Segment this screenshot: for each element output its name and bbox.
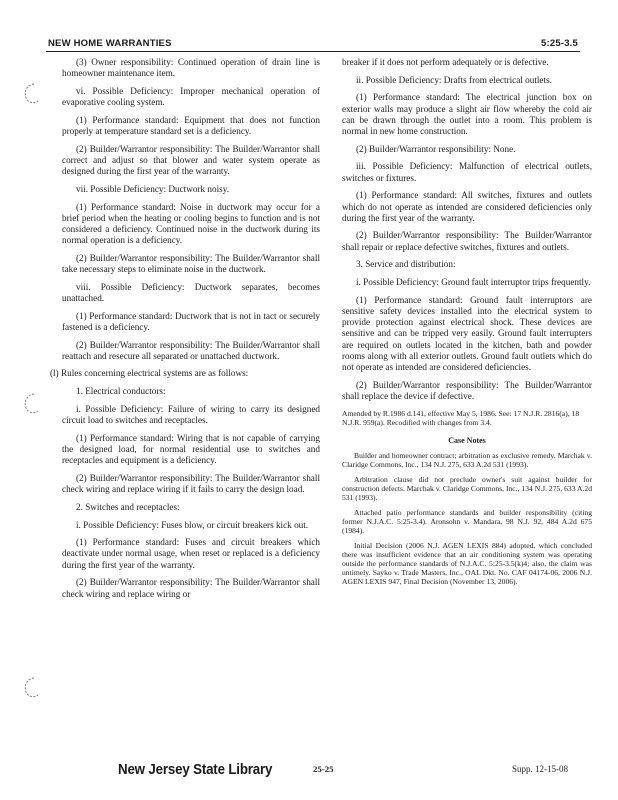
library-watermark: New Jersey State Library bbox=[118, 762, 273, 778]
case-note: Arbitration clause did not preclude owner's suit against builder for construction defects. Marchak v. Claridge Commons, Inc., 134 N.J. 275, 633 A.2d 531 (1993). bbox=[342, 474, 592, 502]
paragraph: (2) Builder/Warrantor responsibility: The Builder/Warrantor shall replace the device if defective. bbox=[342, 379, 592, 401]
paragraph: (2) Builder/Warrantor responsibility: None. bbox=[356, 143, 516, 154]
page-number: 25-25 bbox=[313, 764, 334, 774]
paragraph: (2) Builder/Warrantor responsibility: The Builder/Warrantor shall correct and adjust so that blower and water system operate as designed during the first year of the warranty. bbox=[62, 143, 320, 177]
paragraph: (1) Performance standard: Fuses and circuit breakers which deactivate under normal usage, when reset or replaced is a deficiency during the first year of the warranty. bbox=[62, 537, 320, 570]
paragraph: (1) Performance standard: Noise in ductwork may occur for a brief period when the heating or cooling begins to function and is not considered a deficiency. Continued noise in the ductwork during its normal operation is a deficiency. bbox=[62, 201, 320, 246]
punch-hole-icon bbox=[22, 82, 42, 106]
case-note: Initial Decision (2006 N.J. AGEN LEXIS 884) adopted, which concluded there was insufficient evidence that an air conditioning system was operating outside the performance standards of N.J.A.C. 5:25-3.5(k)4; also, the claim was untimely. Sayko v. Trade Masters, Inc., OAL Dkt. No. CAF 04174-06, 2006 N.J. AGEN LEXIS 947, Final Decision (November 13, 2006). bbox=[342, 540, 592, 586]
case-note: Attached patio performance standards and builder responsibility (citing former N.J.A.C. 5:25-3.4). Aronsohn v. Mandara, 98 N.J. 92, 484 A.2d 675 (1984). bbox=[342, 507, 592, 535]
paragraph: (1) Performance standard: Ground fault interruptors are sensitive safety devices installed into the electrical system to provide protection against electrical shock. These devices are sensitive and can be tripped very easily. Ground fault interrupters are required on outlets located in the kitchen, bath and powder rooms along with all exterior outlets. Ground fault outlets which do not operate as intended are considered deficiencies. bbox=[342, 294, 592, 372]
paragraph: (1) Performance standard: The electrical junction box on exterior walls may produce a slight air flow whereby the cold air can be drawn through the outlet into a room. This problem is normal in new home construction. bbox=[342, 92, 592, 137]
paragraph: vii. Possible Deficiency: Ductwork noisy. bbox=[76, 183, 230, 194]
paragraph: viii. Possible Deficiency: Ductwork separates, becomes unattached. bbox=[62, 281, 320, 303]
paragraph: (1) Performance standard: All switches, fixtures and outlets which do not operate as intended are considered deficiencies only during the first year of the warranty. bbox=[342, 190, 592, 223]
paragraph: ii. Possible Deficiency: Drafts from electrical outlets. bbox=[356, 74, 552, 85]
paragraph: iii. Possible Deficiency: Malfunction of electrical outlets, switches or fixtures. bbox=[342, 161, 592, 183]
paragraph: 1. Electrical conductors: bbox=[76, 386, 166, 397]
running-header-section: 5:25-3.5 bbox=[541, 38, 578, 49]
paragraph: (2) Builder/Warrantor responsibility: The Builder/Warrantor shall reattach and resecure all separated or unattached ductwork. bbox=[62, 339, 320, 361]
paragraph: (1) Performance standard: Wiring that is not capable of carrying the designed load, for normal residential use to switches and receptacles and equipment is a deficiency. bbox=[62, 432, 320, 466]
paragraph: (1) Performance standard: Equipment that does not function properly at temperature standard set is a deficiency. bbox=[62, 114, 320, 137]
paragraph: i. Possible Deficiency: Failure of wiring to carry its designed circuit load to switches and receptacles. bbox=[62, 403, 320, 426]
paragraph: 3. Service and distribution: bbox=[356, 259, 456, 270]
subsection-heading: (l) Rules concerning electrical systems are as follows: bbox=[50, 368, 249, 379]
paragraph: breaker if it does not perform adequately or is defective. bbox=[342, 57, 549, 67]
paragraph: (2) Builder/Warrantor responsibility: The Builder/Warrantor shall check wiring and replace wiring or bbox=[62, 577, 320, 599]
history-note: Amended by R.1986 d.141, effective May 5, 1986. See: 17 N.J.R. 2816(a), 18 N.J.R. 959(a). Recodified with changes from 3.4. bbox=[342, 408, 580, 427]
paragraph: (2) Builder/Warrantor responsibility: The Builder/Warrantor shall take necessary steps to eliminate noise in the ductwork. bbox=[62, 252, 320, 275]
paragraph: (1) Performance standard: Ductwork that is not in tact or securely fastened is a deficiency. bbox=[62, 310, 320, 332]
running-header-title: NEW HOME WARRANTIES bbox=[48, 38, 172, 49]
case-notes-title: Case Notes bbox=[448, 435, 486, 445]
paragraph: (3) Owner responsibility: Continued operation of drain line is homeowner maintenance item. bbox=[62, 57, 320, 79]
case-note: Builder and homeowner contract; arbitration as exclusive remedy. Marchak v. Claridge Commons, Inc., 134 N.J. 275, 633 A.2d 531 (1993). bbox=[342, 450, 592, 469]
paragraph: (2) Builder/Warrantor responsibility: The Builder/Warrantor shall repair or replace defective switches, fixtures and outlets. bbox=[342, 230, 592, 252]
paragraph: (2) Builder/Warrantor responsibility: The Builder/Warrantor shall check wiring and replace wiring if it fails to carry the design load. bbox=[62, 472, 320, 495]
punch-hole-icon bbox=[22, 676, 42, 700]
paragraph: vi. Possible Deficiency: Improper mechanical operation of evaporative cooling system. bbox=[62, 85, 320, 108]
paragraph: i. Possible Deficiency: Fuses blow, or circuit breakers kick out. bbox=[76, 519, 309, 530]
punch-hole-icon bbox=[22, 392, 42, 416]
supplement-date: Supp. 12-15-08 bbox=[512, 764, 568, 774]
left-column bbox=[50, 57, 320, 606]
right-column bbox=[342, 57, 592, 592]
paragraph: i. Possible Deficiency: Ground fault interruptor trips frequently. bbox=[356, 277, 591, 288]
paragraph: 2. Switches and receptacles: bbox=[76, 501, 180, 512]
header-rule bbox=[46, 51, 580, 52]
